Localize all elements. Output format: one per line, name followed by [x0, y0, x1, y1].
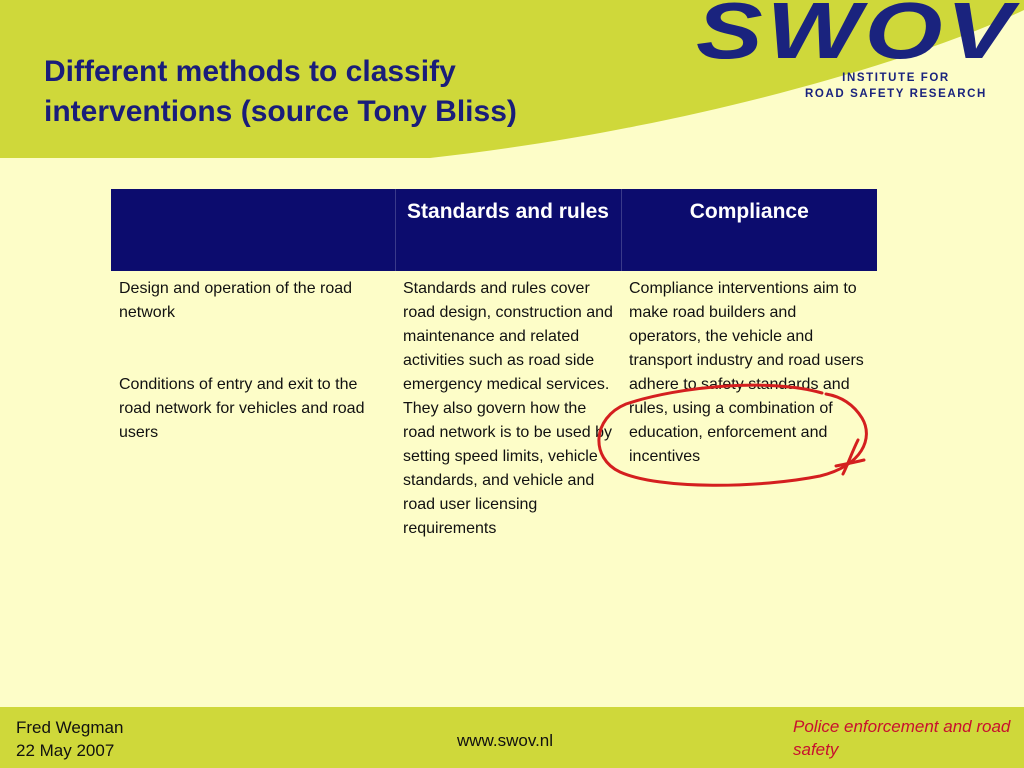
- cell-standards-description: Standards and rules cover road design, construction and maintenance and related activities such as road side emergency medical services. They also govern how the road network is to be used by setting speed limits, vehicle standards, and vehicle and road user licensing requirements: [403, 280, 613, 537]
- logo-wordmark: SWOV: [696, 0, 1017, 75]
- cell-compliance-description: Compliance interventions aim to make road builders and operators, the vehicle and transport industry and road users adhere to safety standards and rules, using a combination of education, enforcement and incentives: [629, 280, 864, 465]
- slide-title-line1: Different methods to classify: [44, 55, 456, 88]
- table-row: [111, 271, 877, 541]
- cell-categories: [111, 271, 395, 541]
- logo-tagline: [796, 70, 996, 102]
- footer-date: 22 May 2007: [16, 741, 115, 760]
- header-standards-and-rules: Standards and rules: [395, 189, 621, 271]
- category-design-operation: Design and operation of the road network: [119, 280, 353, 321]
- header-compliance: Compliance: [621, 189, 877, 271]
- footer-topic: Police enforcement and road safety: [793, 717, 1011, 759]
- footer-bar: [0, 707, 1024, 768]
- footer-author: Fred Wegman: [16, 718, 124, 737]
- category-entry-exit: Conditions of entry and exit to the road network for vehicles and road users: [119, 376, 365, 441]
- header-empty: [111, 189, 395, 271]
- methods-table: [111, 189, 877, 541]
- footer-author-date: [16, 716, 123, 762]
- slide-title-line2: interventions (source Tony Bliss): [44, 95, 517, 128]
- swov-logo: [690, 0, 1024, 110]
- table-header-row: [111, 189, 877, 271]
- footer-url[interactable]: www.swov.nl: [457, 731, 554, 750]
- logo-tagline-line1: INSTITUTE FOR: [842, 72, 950, 84]
- cell-spacer: [119, 325, 387, 373]
- slide-title: [44, 52, 644, 132]
- logo-tagline-line2: ROAD SAFETY RESEARCH: [805, 88, 987, 100]
